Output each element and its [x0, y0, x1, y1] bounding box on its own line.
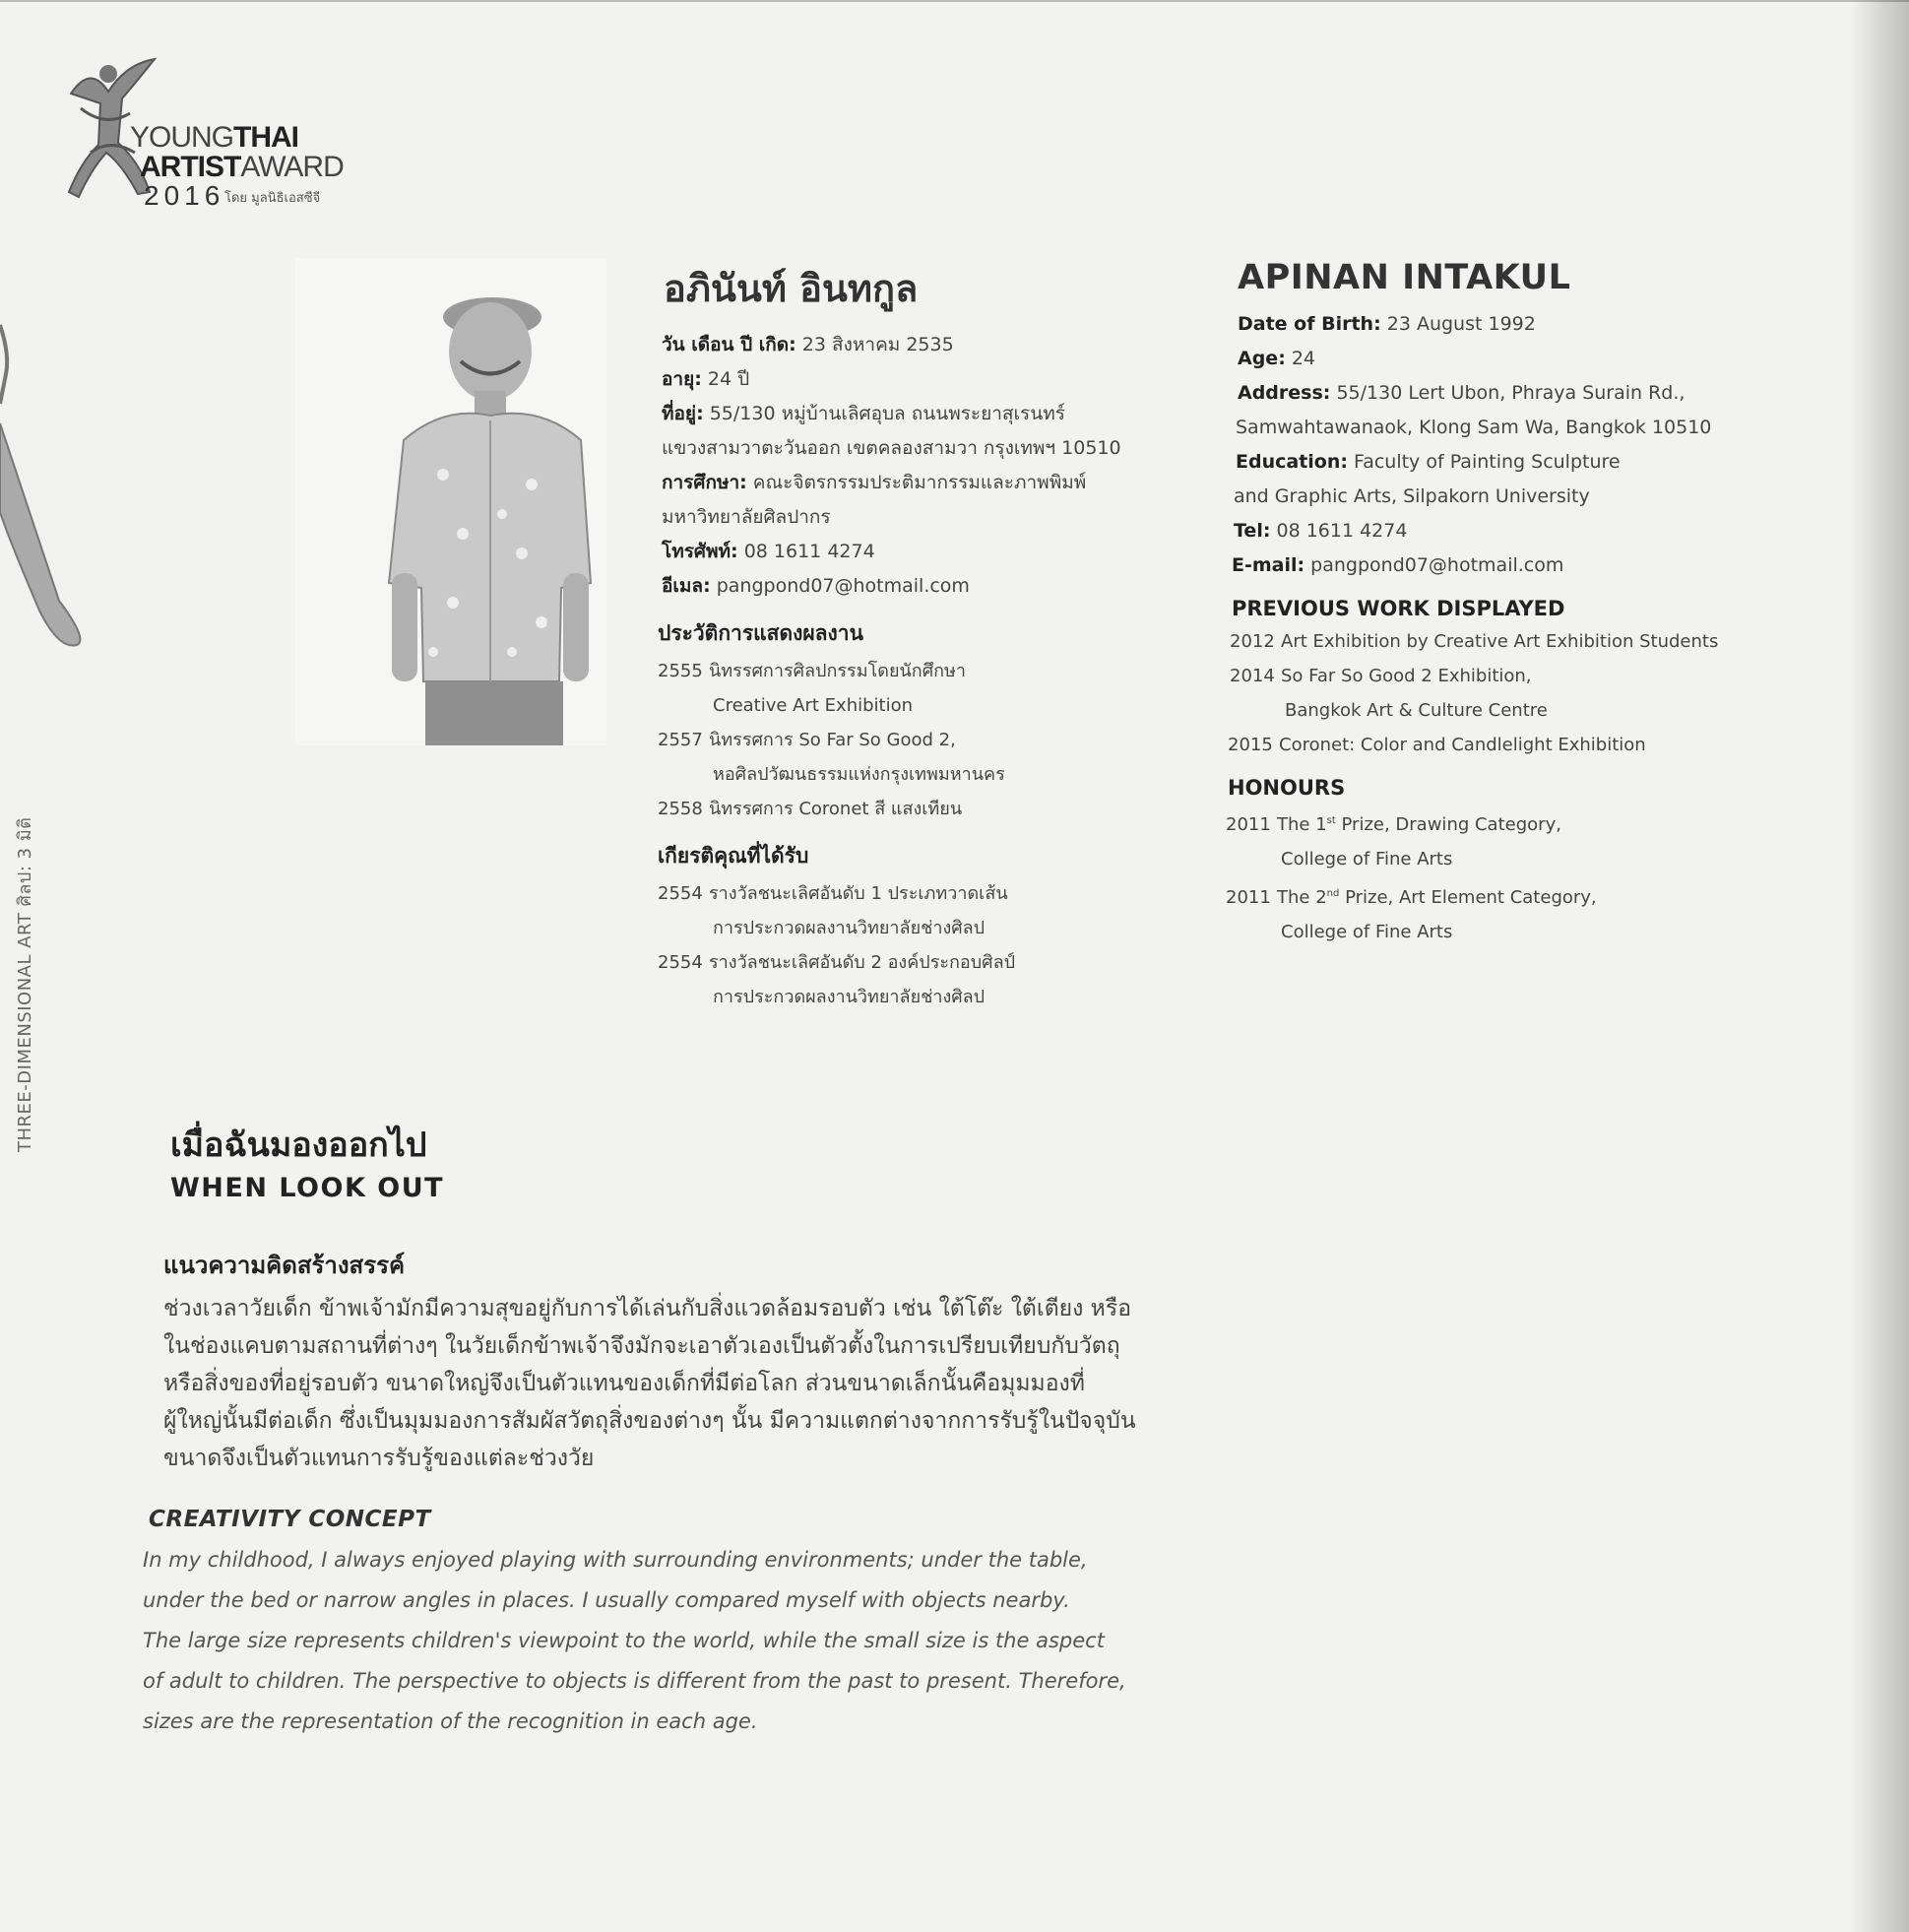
work-history-heading-english: PREVIOUS WORK DISPLAYED	[1232, 597, 1565, 620]
concept-heading-thai: แนวความคิดสร้างสรรค์	[163, 1252, 406, 1279]
artist-portrait-image	[295, 258, 606, 745]
work-item: 2015 Coronet: Color and Candlelight Exhibition	[1228, 735, 1646, 755]
email-thai: อีเมล: pangpond07@hotmail.com	[662, 575, 970, 597]
concept-line: of adult to children. The perspective to objects is different from the past to present. Therefore,	[143, 1669, 1126, 1693]
page-top-edge	[0, 0, 1909, 2]
concept-body-english	[143, 1540, 1226, 1742]
work-item: 2012 Art Exhibition by Creative Art Exhibition Students	[1230, 631, 1719, 652]
page-spine-label: THREE-DIMENSIONAL ART ศิลป: 3 มิติ	[15, 816, 35, 1152]
artist-info-thai	[658, 258, 1209, 1014]
logo-line-2: ARTISTAWARD	[140, 151, 344, 183]
artwork-title	[170, 1118, 444, 1203]
artwork-title-thai: เมื่อฉันมองออกไป	[170, 1126, 427, 1165]
honours-heading-english: HONOURS	[1228, 776, 1346, 800]
work-item: 2558 นิทรรศการ Coronet สี แสงเทียน	[658, 799, 963, 819]
work-item: 2014 So Far So Good 2 Exhibition, Bangkok Art & Culture Centre	[1230, 666, 1548, 721]
education-english-line2: and Graphic Arts, Silpakorn University	[1234, 485, 1590, 507]
concept-heading-english: CREATIVITY CONCEPT	[149, 1507, 431, 1532]
work-item: 2555 นิทรรศการศิลปกรรมโดยนักศึกษา Creative Art Exhibition	[658, 661, 966, 716]
honours-heading-thai: เกียรติคุณที่ได้รับ	[658, 844, 809, 868]
concept-body-thai	[163, 1290, 1227, 1477]
honour-item: 2554 รางวัลชนะเลิศอันดับ 2 องค์ประกอบศิลป์ การประกวดผลงานวิทยาลัยช่างศิลป	[658, 952, 1016, 1007]
concept-line: under the bed or narrow angles in places. I usually compared myself with objects nearby.	[143, 1588, 1070, 1612]
logo-line-1: YOUNGTHAI	[130, 121, 299, 154]
age-thai: อายุ: 24 ปี	[662, 368, 750, 390]
logo-sponsor: โดย มูลนิธิเอสซีจี	[224, 191, 321, 206]
work-item: 2557 นิทรรศการ So Far So Good 2, หอศิลปวัฒนธรรมแห่งกรุงเทพมหานคร	[658, 730, 1005, 785]
education-thai: การศึกษา: คณะจิตรกรรมประติมากรรมและภาพพิมพ์	[662, 472, 1087, 493]
concept-line: The large size represents children's viewpoint to the world, while the small size is the aspect	[143, 1629, 1105, 1652]
dob-thai: วัน เดือน ปี เกิด: 23 สิงหาคม 2535	[662, 334, 954, 355]
address-english: Address: 55/130 Lert Ubon, Phraya Surain Rd.,	[1238, 382, 1686, 404]
honour-item: 2554 รางวัลชนะเลิศอันดับ 1 ประเภทวาดเส้น การประกวดผลงานวิทยาลัยช่างศิลป	[658, 883, 1008, 938]
dob-english: Date of Birth: 23 August 1992	[1238, 313, 1536, 335]
education-english: Education: Faculty of Painting Sculpture	[1236, 451, 1621, 473]
work-history-heading-thai: ประวัติการแสดงผลงาน	[658, 621, 863, 645]
address-thai: ที่อยู่: 55/130 หมู่บ้านเลิศอุบล ถนนพระยาสุเรนทร์	[662, 403, 1065, 424]
tel-english: Tel: 08 1611 4274	[1234, 520, 1408, 542]
concept-line: sizes are the representation of the recognition in each age.	[143, 1709, 758, 1733]
artist-info-english	[1226, 258, 1777, 949]
concept-line: In my childhood, I always enjoyed playing with surrounding environments; under the table,	[143, 1548, 1088, 1572]
honour-item: 2011 The 1st Prize, Drawing Category, College of Fine Arts	[1226, 814, 1561, 869]
concept-line: ขนาดจึงเป็นตัวแทนการรับรู้ของแต่ละช่วงวัย	[163, 1446, 595, 1471]
concept-english	[143, 1507, 1226, 1742]
education-thai-line2: มหาวิทยาลัยศิลปากร	[662, 506, 831, 528]
age-english: Age: 24	[1238, 348, 1316, 369]
address-thai-line2: แขวงสามวาตะวันออก เขตคลองสามวา กรุงเทพฯ 10510	[662, 437, 1121, 459]
artist-name-english: APINAN INTAKUL	[1238, 258, 1571, 297]
concept-thai	[163, 1246, 1227, 1477]
logo-year: 2016	[144, 180, 225, 211]
award-logo	[61, 54, 356, 211]
concept-line: ในช่องแคบตามสถานที่ต่างๆ ในวัยเด็กข้าพเจ้าจึงมักจะเอาตัวเองเป็นตัวตั้งในการเปรียบเทียบกับวัตถุ	[163, 1333, 1120, 1359]
concept-line: ช่วงเวลาวัยเด็ก ข้าพเจ้ามักมีความสุขอยู่กับการได้เล่นกับสิ่งแวดล้อมรอบตัว เช่น ใต้โต๊ะ ใต้เตียง หรือ	[163, 1296, 1132, 1321]
palette-knife-decoration-icon	[0, 315, 94, 650]
honour-item: 2011 The 2nd Prize, Art Element Category, College of Fine Arts	[1226, 887, 1597, 942]
artist-name-thai: อภินันท์ อินทกูล	[664, 267, 919, 310]
tel-thai: โทรศัพท์: 08 1611 4274	[662, 541, 875, 562]
email-english: E-mail: pangpond07@hotmail.com	[1232, 554, 1564, 576]
binding-shadow	[1850, 0, 1909, 1932]
address-english-line2: Samwahtawanaok, Klong Sam Wa, Bangkok 10510	[1236, 417, 1712, 438]
artwork-title-english: WHEN LOOK OUT	[170, 1173, 445, 1203]
concept-line: หรือสิ่งของที่อยู่รอบตัว ขนาดใหญ่จึงเป็นตัวแทนของเด็กที่มีต่อโลก ส่วนขนาดเล็กนั้นคือมุมมองที่	[163, 1371, 1085, 1396]
concept-line: ผู้ใหญ่นั้นมีต่อเด็ก ซึ่งเป็นมุมมองการสัมผัสวัตถุสิ่งของต่างๆ นั้น มีความแตกต่างจากการรับรู้ในปัจจุบัน	[163, 1408, 1136, 1434]
